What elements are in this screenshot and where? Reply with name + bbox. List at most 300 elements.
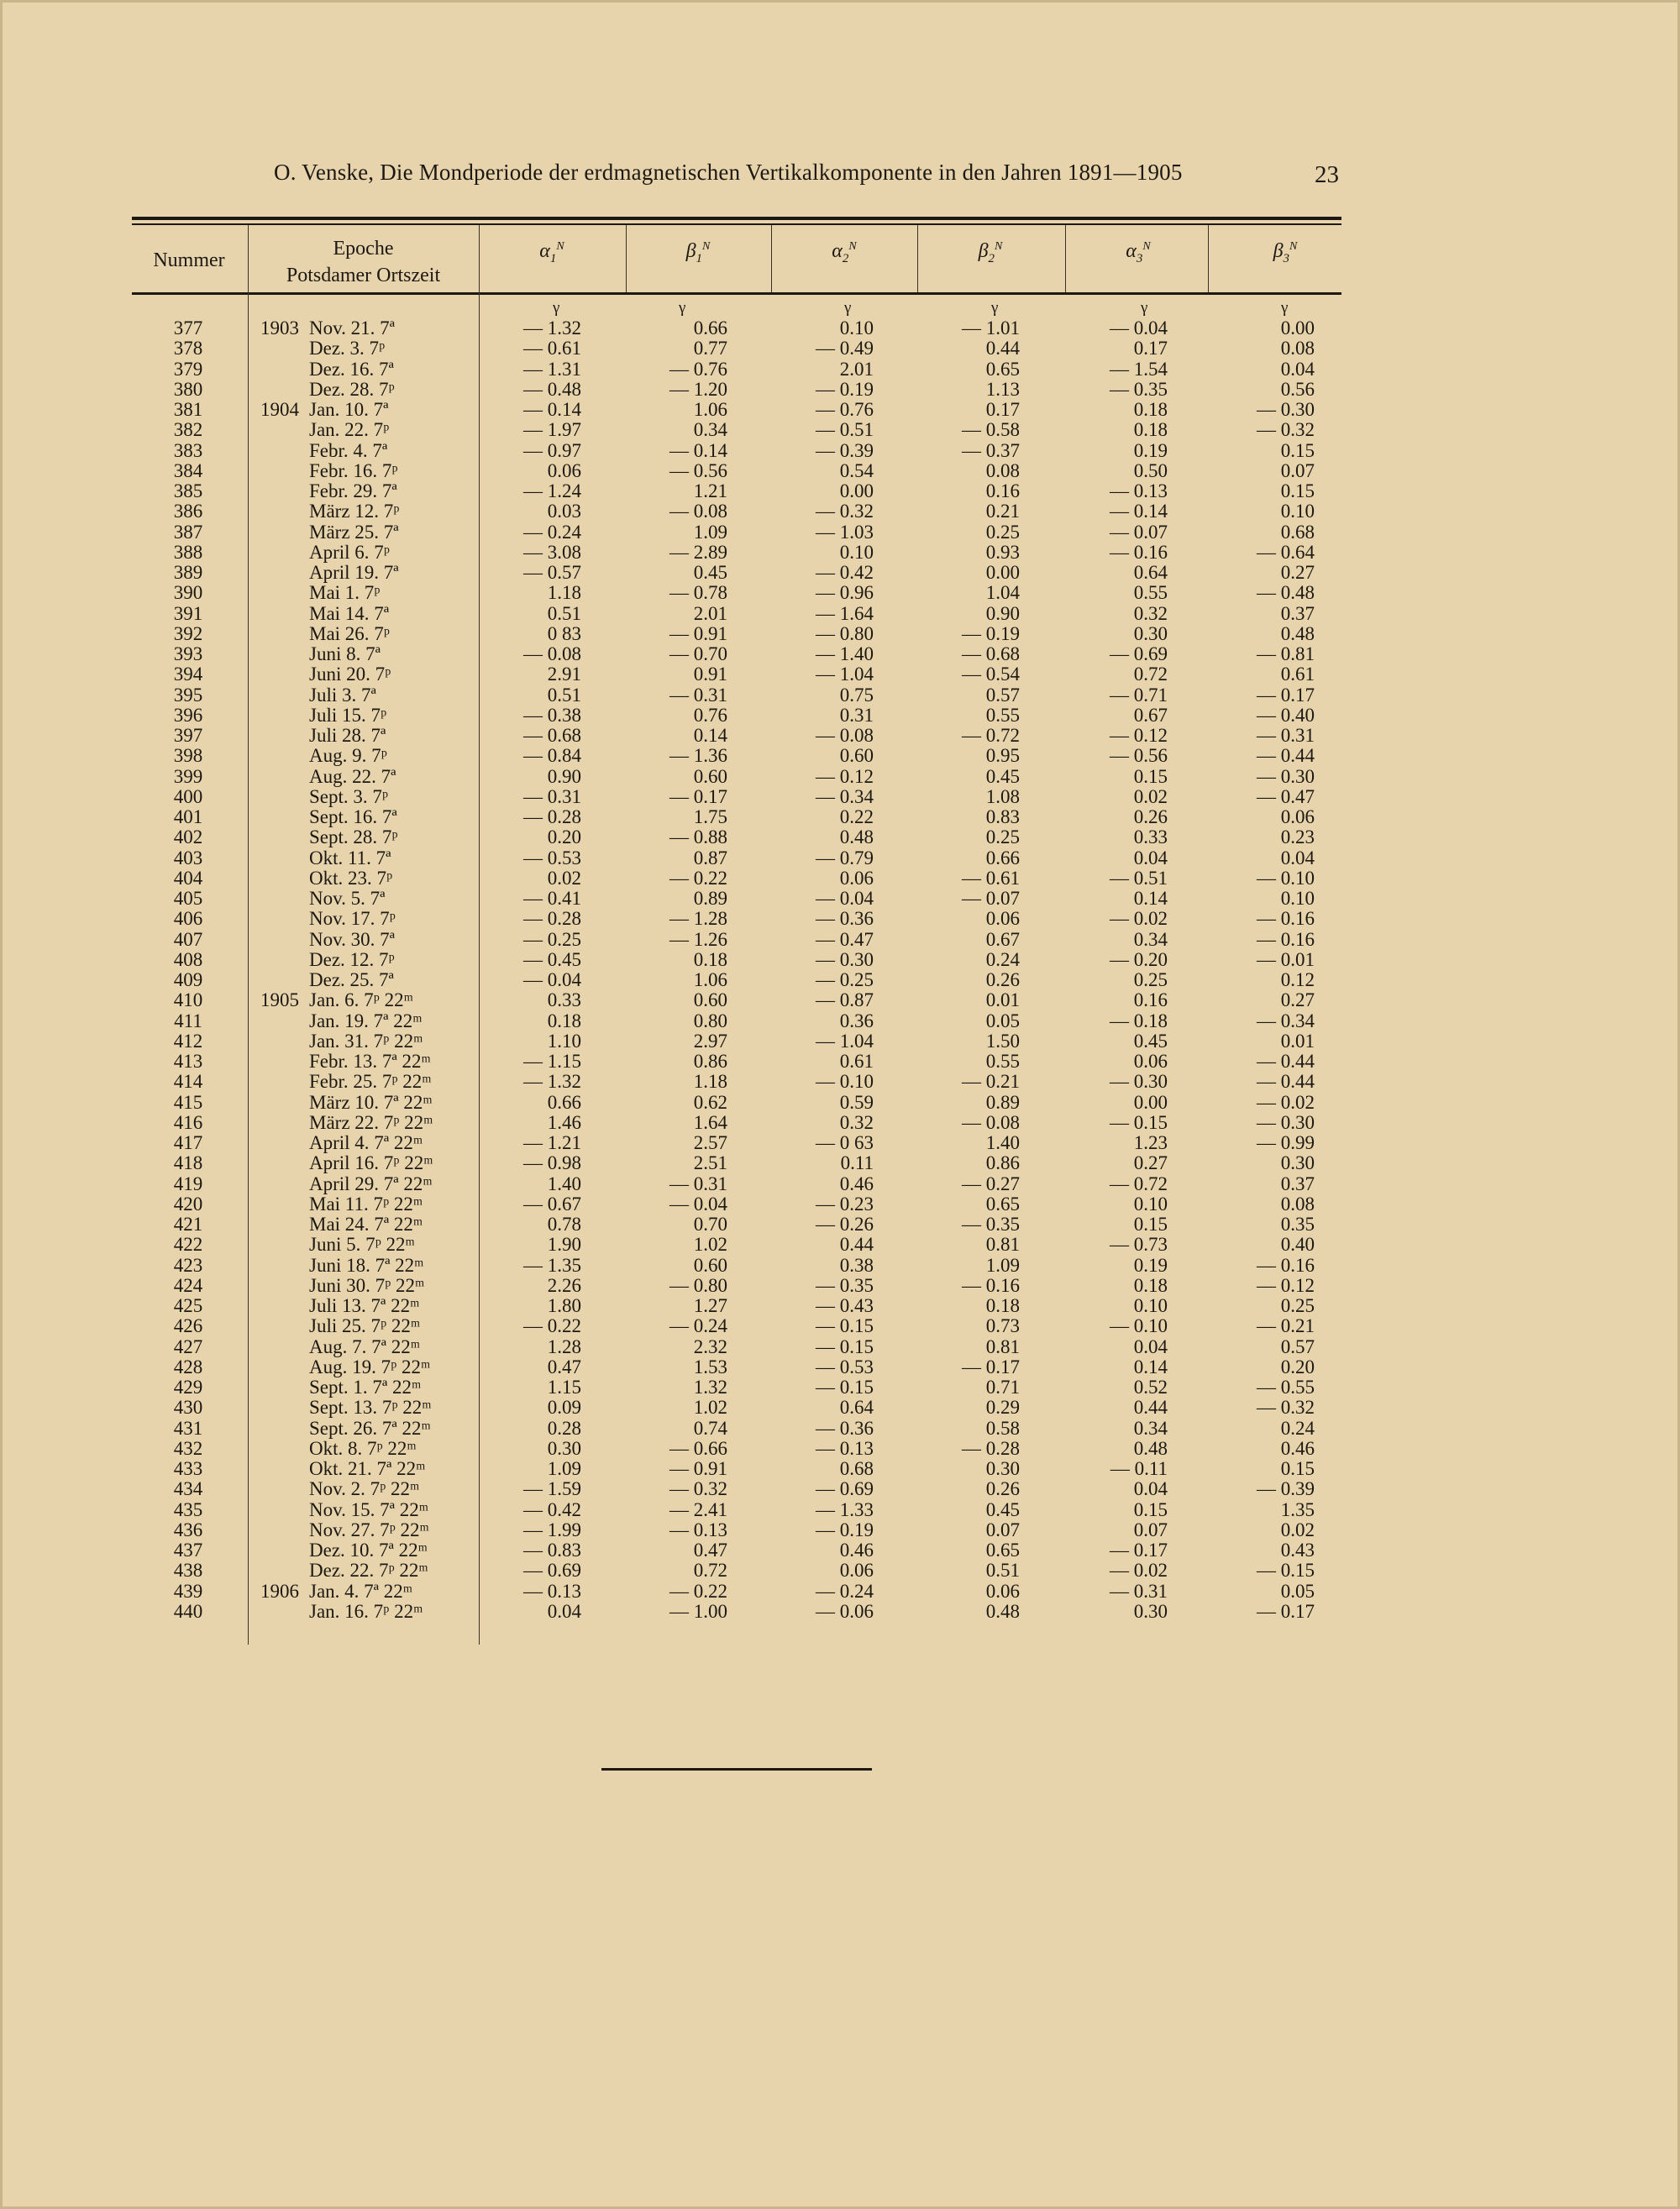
row-value: 0.44 [985, 338, 1020, 359]
row-value: 0.17 [1133, 338, 1168, 359]
row-number: 405 [173, 888, 203, 909]
row-value: — 0.76 [816, 399, 874, 420]
row-value: 0.10 [1133, 1295, 1168, 1316]
row-value: 0.68 [839, 1458, 874, 1479]
row-epoch: März 25. 7ª [309, 521, 399, 543]
row-value: 0.14 [1133, 888, 1168, 909]
row-value: — 0 63 [816, 1132, 874, 1153]
row-value: — 0.31 [669, 684, 727, 706]
row-epoch: Okt. 8. 7ᵖ 22ᵐ [309, 1437, 417, 1459]
table-row [0, 766, 1680, 788]
row-value: 0.18 [1133, 399, 1168, 420]
table-row [0, 1458, 1680, 1480]
row-value: 0.36 [839, 1010, 874, 1031]
row-value: 0.74 [693, 1417, 727, 1439]
row-value: — 0.96 [816, 582, 874, 604]
row-epoch: Juni 30. 7ᵖ 22ᵐ [309, 1274, 425, 1296]
row-value: 0.67 [1133, 704, 1168, 726]
row-value: 0.45 [985, 1498, 1020, 1520]
row-epoch: Okt. 21. 7ª 22ᵐ [309, 1458, 426, 1479]
row-value: 0.35 [1280, 1214, 1315, 1235]
row-value: — 1.24 [523, 480, 581, 501]
row-value: — 0.13 [816, 1437, 874, 1459]
row-number: 410 [173, 989, 203, 1011]
row-value: 0.66 [693, 317, 727, 338]
table-row [0, 623, 1680, 645]
row-value: — 0.24 [816, 1580, 874, 1602]
row-value: 1.50 [985, 1030, 1020, 1052]
row-value: — 0.69 [1110, 643, 1168, 664]
row-value: — 0.19 [962, 622, 1020, 644]
table-row [0, 1092, 1680, 1114]
row-value: — 0.32 [669, 1478, 727, 1500]
row-value: 0.15 [1133, 1498, 1168, 1520]
row-value: 0.15 [1133, 765, 1168, 787]
row-number: 392 [173, 622, 203, 644]
row-value: — 0.17 [1110, 1540, 1168, 1561]
table-row [0, 949, 1680, 971]
table-row [0, 725, 1680, 747]
row-value: 0.64 [1133, 562, 1168, 583]
row-epoch: Febr. 25. 7ᵖ 22ᵐ [309, 1071, 432, 1093]
row-epoch: Dez. 28. 7ᵖ [309, 378, 395, 400]
row-value: — 1.32 [523, 317, 581, 338]
row-value: 0.30 [1280, 1152, 1315, 1174]
row-value: — 0.66 [669, 1437, 727, 1459]
row-number: 401 [173, 806, 203, 827]
row-epoch: Juli 25. 7ᵖ 22ᵐ [309, 1315, 421, 1337]
row-value: 0.76 [693, 704, 727, 726]
row-value: 1.08 [985, 785, 1020, 807]
row-value: 0.47 [547, 1356, 581, 1377]
row-value: 0.26 [985, 1478, 1020, 1500]
column-header-nummer: Nummer [153, 249, 225, 271]
row-value: — 0.42 [523, 1498, 581, 1520]
row-value: 1.64 [693, 1111, 727, 1133]
row-value: — 0.87 [816, 989, 874, 1011]
row-value: — 3.08 [523, 541, 581, 563]
row-value: 0.95 [985, 745, 1020, 767]
row-value: 1.27 [693, 1295, 727, 1316]
row-number: 378 [173, 338, 203, 359]
row-value: — 0.30 [1110, 1071, 1168, 1093]
row-number: 420 [173, 1193, 203, 1215]
row-value: 0.17 [985, 399, 1020, 420]
row-value: — 0.61 [523, 338, 581, 359]
row-value: — 0.28 [523, 908, 581, 930]
row-epoch: März 10. 7ª 22ᵐ [309, 1091, 433, 1113]
row-value: — 0.30 [1257, 1111, 1315, 1133]
row-value: 0.33 [1133, 826, 1168, 848]
table-row [0, 705, 1680, 727]
row-value: 0.28 [547, 1417, 581, 1439]
row-value: — 0.38 [523, 704, 581, 726]
row-value: — 0.30 [1257, 399, 1315, 420]
row-value: 1.32 [693, 1377, 727, 1398]
column-header-beta3: $\beta_3^N$ [1273, 240, 1298, 265]
row-value: 0.02 [1133, 785, 1168, 807]
row-value: — 0.53 [523, 847, 581, 868]
row-number: 387 [173, 521, 203, 543]
row-value: — 0.91 [669, 622, 727, 644]
row-epoch: Sept. 16. 7ª [309, 806, 397, 827]
row-value: 1.06 [693, 399, 727, 420]
row-number: 438 [173, 1560, 203, 1582]
table-row [0, 826, 1680, 848]
row-value: 0.32 [839, 1111, 874, 1133]
row-value: — 0.16 [1257, 1254, 1315, 1276]
row-value: 0.58 [985, 1417, 1020, 1439]
row-value: 0.56 [1280, 378, 1315, 400]
table-row [0, 1194, 1680, 1215]
row-epoch: Juli 13. 7ª 22ᵐ [309, 1295, 420, 1316]
row-value: — 0.11 [1110, 1458, 1168, 1479]
row-value: — 0.47 [1257, 785, 1315, 807]
row-value: — 0.16 [1257, 908, 1315, 930]
row-value: 0.45 [693, 562, 727, 583]
row-value: 0.12 [1280, 969, 1315, 990]
row-epoch: Juni 18. 7ª 22ᵐ [309, 1254, 424, 1276]
row-value: — 0.35 [816, 1274, 874, 1296]
row-value: 0.57 [1280, 1335, 1315, 1357]
row-epoch: Juli 28. 7ª [309, 725, 386, 746]
row-number: 391 [173, 602, 203, 624]
row-value: 0.73 [985, 1315, 1020, 1337]
row-value: 0.26 [1133, 806, 1168, 827]
row-value: 1.40 [547, 1173, 581, 1194]
row-value: — 0.56 [669, 459, 727, 481]
row-value: — 0.31 [523, 785, 581, 807]
table-row [0, 1132, 1680, 1154]
row-value: 0.20 [1280, 1356, 1315, 1377]
row-value: 1.10 [547, 1030, 581, 1052]
row-value: — 0.40 [1257, 704, 1315, 726]
row-value: 1.13 [985, 378, 1020, 400]
table-row [0, 1377, 1680, 1398]
row-epoch: Nov. 5. 7ª [309, 888, 386, 909]
table-row [0, 908, 1680, 930]
row-value: 0.10 [1280, 888, 1315, 909]
row-value: 0.15 [1280, 439, 1315, 461]
row-value: — 0.02 [1110, 908, 1168, 930]
row-value: — 0.35 [1110, 378, 1168, 400]
row-value: 0.27 [1280, 989, 1315, 1011]
row-value: 0.04 [1133, 847, 1168, 868]
table-row [0, 1051, 1680, 1073]
row-number: 385 [173, 480, 203, 501]
row-value: 0.71 [985, 1377, 1020, 1398]
row-value: — 0.34 [816, 785, 874, 807]
row-value: — 0.17 [1257, 1600, 1315, 1622]
row-value: — 0.21 [962, 1071, 1020, 1093]
row-value: 0.93 [985, 541, 1020, 563]
row-epoch: April 29. 7ª 22ᵐ [309, 1173, 433, 1194]
row-value: — 1.40 [816, 643, 874, 664]
row-value: 0.18 [693, 948, 727, 970]
row-value: 0.20 [547, 826, 581, 848]
row-value: 0.30 [1133, 1600, 1168, 1622]
row-value: — 0.01 [1257, 948, 1315, 970]
column-header-epoche-sub: Potsdamer Ortszeit [286, 265, 441, 286]
row-year: 1903 [260, 317, 299, 338]
table-row [0, 969, 1680, 991]
row-value: — 0.31 [669, 1173, 727, 1194]
column-header-alpha3: $\alpha_3^N$ [1126, 240, 1151, 265]
row-value: 0.37 [1280, 602, 1315, 624]
row-value: 0.00 [1280, 317, 1315, 338]
row-value: 0.67 [985, 928, 1020, 950]
row-value: 1.18 [693, 1071, 727, 1093]
row-value: — 0.30 [1257, 765, 1315, 787]
row-value: 1.04 [985, 582, 1020, 604]
table-row [0, 745, 1680, 767]
row-value: — 0.15 [1110, 1111, 1168, 1133]
row-value: — 1.32 [523, 1071, 581, 1093]
row-value: 0.27 [1133, 1152, 1168, 1174]
row-value: 0.08 [1280, 1193, 1315, 1215]
row-epoch: Aug. 22. 7ª [309, 765, 396, 787]
row-number: 399 [173, 765, 203, 787]
row-value: 2.97 [693, 1030, 727, 1052]
row-value: 1.80 [547, 1295, 581, 1316]
row-value: — 0.14 [1110, 501, 1168, 522]
row-epoch: Aug. 19. 7ᵖ 22ᵐ [309, 1356, 431, 1377]
row-epoch: Sept. 13. 7ᵖ 22ᵐ [309, 1397, 432, 1419]
row-value: 1.15 [547, 1377, 581, 1398]
row-value: — 0.32 [816, 501, 874, 522]
row-number: 418 [173, 1152, 203, 1174]
row-value: 0.64 [839, 1397, 874, 1419]
row-value: — 0.20 [1110, 948, 1168, 970]
table-row [0, 317, 1680, 339]
row-value: 0.06 [839, 867, 874, 889]
table-row [0, 338, 1680, 359]
table-row [0, 1112, 1680, 1134]
row-number: 414 [173, 1071, 203, 1093]
row-number: 388 [173, 541, 203, 563]
row-number: 395 [173, 684, 203, 706]
row-value: 0.43 [1280, 1540, 1315, 1561]
row-value: 0.80 [693, 1010, 727, 1031]
row-number: 439 [173, 1580, 203, 1602]
row-value: — 0.17 [962, 1356, 1020, 1377]
row-number: 406 [173, 908, 203, 930]
row-value: 0.07 [985, 1519, 1020, 1540]
row-number: 412 [173, 1030, 203, 1052]
row-value: — 0.73 [1110, 1234, 1168, 1256]
table-row [0, 1275, 1680, 1297]
row-epoch: Sept. 1. 7ª 22ᵐ [309, 1377, 422, 1398]
row-epoch: Nov. 2. 7ᵖ 22ᵐ [309, 1478, 420, 1500]
row-value: — 0.45 [523, 948, 581, 970]
row-value: — 1.35 [523, 1254, 581, 1276]
row-value: — 0.31 [1257, 725, 1315, 746]
row-number: 383 [173, 439, 203, 461]
row-value: 0.30 [985, 1458, 1020, 1479]
row-epoch: Aug. 7. 7ª 22ᵐ [309, 1335, 420, 1357]
row-value: — 0.42 [816, 562, 874, 583]
row-value: 0.55 [985, 704, 1020, 726]
row-number: 389 [173, 562, 203, 583]
row-number: 409 [173, 969, 203, 990]
row-number: 382 [173, 419, 203, 441]
row-number: 379 [173, 358, 203, 380]
row-value: — 0.36 [816, 908, 874, 930]
row-value: 0.00 [1133, 1091, 1168, 1113]
row-value: — 0.04 [1110, 317, 1168, 338]
row-value: 0.19 [1133, 439, 1168, 461]
row-number: 433 [173, 1458, 203, 1479]
row-number: 416 [173, 1111, 203, 1133]
row-value: — 0.18 [1110, 1010, 1168, 1031]
unit-label-3: γ [844, 299, 852, 317]
row-value: 0.06 [547, 459, 581, 481]
row-value: — 1.33 [816, 1498, 874, 1520]
row-value: 0.61 [1280, 664, 1315, 685]
column-divider [626, 225, 627, 292]
row-value: 1.53 [693, 1356, 727, 1377]
table-row [0, 379, 1680, 401]
row-value: 0.34 [693, 419, 727, 441]
row-number: 431 [173, 1417, 203, 1439]
row-number: 380 [173, 378, 203, 400]
row-value: — 0.10 [816, 1071, 874, 1093]
row-value: — 0.97 [523, 439, 581, 461]
row-value: — 0.25 [816, 969, 874, 990]
table-row [0, 1336, 1680, 1358]
table-row [0, 786, 1680, 808]
table-row [0, 359, 1680, 380]
row-epoch: Febr. 29. 7ª [309, 480, 397, 501]
row-value: 0.10 [1133, 1193, 1168, 1215]
row-value: 0.30 [1133, 622, 1168, 644]
row-value: 0.55 [1133, 582, 1168, 604]
row-value: — 1.21 [523, 1132, 581, 1153]
row-value: — 0.41 [523, 888, 581, 909]
row-value: 2.01 [839, 358, 874, 380]
row-value: 0.91 [693, 664, 727, 685]
row-value: 0.31 [839, 704, 874, 726]
row-value: — 0.12 [1257, 1274, 1315, 1296]
table-row [0, 643, 1680, 665]
row-value: 0.04 [1280, 847, 1315, 868]
row-value: 0.16 [1133, 989, 1168, 1011]
row-value: 0.14 [693, 725, 727, 746]
unit-label-5: γ [1141, 299, 1148, 317]
row-number: 381 [173, 399, 203, 420]
row-value: — 0.72 [962, 725, 1020, 746]
row-value: — 0.16 [962, 1274, 1020, 1296]
table-row [0, 888, 1680, 910]
row-number: 384 [173, 459, 203, 481]
row-value: 0.44 [839, 1234, 874, 1256]
row-epoch: Mai 11. 7ᵖ 22ᵐ [309, 1193, 423, 1215]
row-value: 0.68 [1280, 521, 1315, 543]
row-value: 0.14 [1133, 1356, 1168, 1377]
row-value: 0.57 [985, 684, 1020, 706]
row-epoch: Sept. 3. 7ᵖ [309, 785, 389, 807]
row-value: 0.90 [547, 765, 581, 787]
row-number: 419 [173, 1173, 203, 1194]
row-value: — 0.37 [962, 439, 1020, 461]
row-value: — 0.36 [816, 1417, 874, 1439]
row-epoch: März 22. 7ᵖ 22ᵐ [309, 1111, 433, 1133]
row-value: 0.70 [693, 1214, 727, 1235]
row-epoch: Juli 3. 7ª [309, 684, 376, 706]
table-row [0, 501, 1680, 522]
row-value: — 0.16 [1110, 541, 1168, 563]
row-number: 425 [173, 1295, 203, 1316]
table-row [0, 582, 1680, 604]
row-value: 0.09 [547, 1397, 581, 1419]
row-number: 429 [173, 1377, 203, 1398]
row-value: 0.07 [1280, 459, 1315, 481]
table-row [0, 603, 1680, 625]
row-value: — 0.81 [1257, 643, 1315, 664]
column-divider [917, 225, 918, 292]
row-value: 2.51 [693, 1152, 727, 1174]
row-value: 0.46 [1280, 1437, 1315, 1459]
row-value: 0.29 [985, 1397, 1020, 1419]
row-value: 0.60 [839, 745, 874, 767]
table-top-rule [132, 217, 1341, 220]
row-epoch: Febr. 4. 7ª [309, 439, 388, 461]
row-epoch: Juli 15. 7ᵖ [309, 704, 387, 726]
row-value: — 0.02 [1110, 1560, 1168, 1582]
row-number: 430 [173, 1397, 203, 1419]
row-epoch: Mai 26. 7ᵖ [309, 622, 390, 644]
row-value: 0.65 [985, 1540, 1020, 1561]
table-row [0, 664, 1680, 685]
row-epoch: Nov. 15. 7ª 22ᵐ [309, 1498, 428, 1520]
row-value: — 0.68 [962, 643, 1020, 664]
row-value: 0.24 [985, 948, 1020, 970]
row-value: — 0.83 [523, 1540, 581, 1561]
unit-label-4: γ [991, 299, 999, 317]
row-number: 404 [173, 867, 203, 889]
table-row [0, 480, 1680, 502]
row-value: — 1.97 [523, 419, 581, 441]
row-value: 0.45 [1133, 1030, 1168, 1052]
row-value: — 0.49 [816, 338, 874, 359]
unit-label-1: γ [553, 299, 560, 317]
row-value: 0.00 [985, 562, 1020, 583]
table-row [0, 1031, 1680, 1052]
row-value: — 0.15 [816, 1315, 874, 1337]
row-value: 1.18 [547, 582, 581, 604]
row-value: — 0.24 [523, 521, 581, 543]
row-value: — 0.27 [962, 1173, 1020, 1194]
row-number: 432 [173, 1437, 203, 1459]
row-value: — 1.01 [962, 317, 1020, 338]
row-number: 435 [173, 1498, 203, 1520]
table-row [0, 1356, 1680, 1378]
row-value: — 0.69 [523, 1560, 581, 1582]
column-header-alpha2: $\alpha_2^N$ [832, 240, 857, 265]
row-number: 434 [173, 1478, 203, 1500]
row-value: 0.48 [839, 826, 874, 848]
row-value: 0.52 [1133, 1377, 1168, 1398]
table-row [0, 1071, 1680, 1093]
row-epoch: Febr. 13. 7ª 22ᵐ [309, 1051, 431, 1072]
row-value: 0.51 [547, 602, 581, 624]
row-value: 0.24 [1280, 1417, 1315, 1439]
row-number: 421 [173, 1214, 203, 1235]
row-value: — 0.51 [1110, 867, 1168, 889]
row-value: — 0.16 [1257, 928, 1315, 950]
row-value: 0.06 [1133, 1051, 1168, 1072]
row-value: 0.44 [1133, 1397, 1168, 1419]
